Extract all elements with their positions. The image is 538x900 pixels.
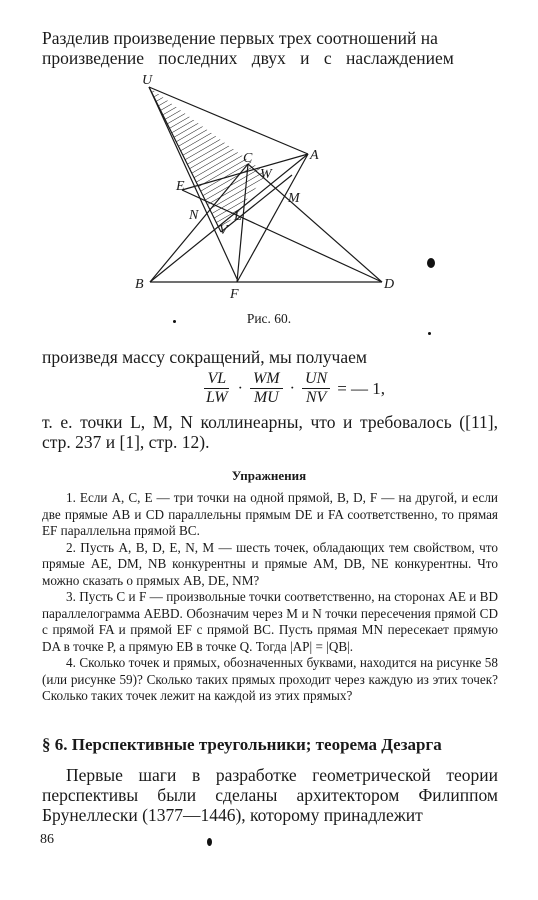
fraction-1-denominator: LW: [206, 389, 228, 406]
exercise-item: 3. Пусть C и F — произвольные точки соответственно, на сторонах AE и BD параллелограмма AEBD. Обозначим через M и N точки пересечения прямой CD с прямой FA и прямой EF с прямой BC. Пусть прямая MN пересекает прямую DA в точке P, а прямую EB в точке Q. Тогда |AP| = |QB|.: [42, 589, 498, 654]
label-F: F: [230, 287, 239, 302]
label-E: E: [176, 179, 185, 194]
print-speck: [207, 838, 212, 846]
intro-line-1: Разделив произведение первых трех соотношений на: [42, 28, 438, 48]
print-speck: [428, 332, 431, 335]
fraction-3-denominator: NV: [305, 389, 327, 406]
ratio-formula: [200, 370, 389, 407]
paragraph-after-figure: произведя массу сокращений, мы получаем: [42, 347, 367, 367]
formula-rhs: = — 1,: [337, 378, 386, 398]
label-B: B: [135, 277, 144, 292]
intro-line-2: произведение последних двух и с наслаждением: [42, 48, 454, 68]
exercises-list: [42, 490, 498, 705]
fraction-2-numerator: WM: [250, 370, 283, 389]
intro-paragraph: [42, 28, 498, 68]
figure-60-diagram: [120, 70, 420, 310]
print-speck: [427, 258, 435, 268]
label-A: A: [310, 148, 319, 163]
exercises-heading: Упражнения: [231, 468, 307, 483]
exercise-item: 1. Если A, C, E — три точки на одной прямой, B, D, F — на другой, и если две прямые AB и CD параллельны прямым DE и FA соответственно, то прямая EF параллельна прямой BC.: [42, 490, 498, 538]
fraction-1-numerator: VL: [204, 370, 229, 389]
label-C: C: [243, 151, 253, 166]
fraction-3: [302, 370, 330, 407]
fraction-2: [250, 370, 283, 407]
label-D: D: [384, 277, 395, 292]
section-title: § 6. Перспективные треугольники; теорема Дезарга: [42, 735, 442, 754]
figure-caption: Рис. 60.: [246, 311, 292, 326]
multiply-dot: ·: [289, 379, 295, 397]
section-paragraph: Первые шаги в разработке геометрической теории перспективы были сделаны архитектором Филиппом Брунеллески (1377—1446), которому принадлежит: [42, 765, 498, 825]
label-L: L: [234, 209, 242, 224]
multiply-dot: ·: [237, 379, 243, 397]
label-N: N: [189, 208, 199, 223]
label-V: V: [219, 223, 228, 238]
fraction-3-numerator: UN: [302, 370, 330, 389]
line-ED: [182, 190, 382, 282]
label-M: M: [288, 191, 300, 206]
exercise-item: 2. Пусть A, B, D, E, N, M — шесть точек, обладающих тем свойством, что прямые AE, DM, NB конкурентны и прямые AM, DB, NE конкурентны. Что можно сказать о прямых AB, DE, NM?: [42, 539, 498, 588]
fraction-1: [203, 370, 231, 407]
print-speck: [173, 320, 176, 323]
label-W: W: [260, 167, 272, 182]
label-U: U: [142, 73, 153, 88]
fraction-2-denominator: MU: [253, 389, 279, 406]
conclusion-paragraph: т. е. точки L, M, N коллинеарны, что и требовалось ([11], стр. 237 и [1], стр. 12).: [42, 412, 498, 452]
exercise-item: 4. Сколько точек и прямых, обозначенных буквами, находится на рисунке 58 (или рисунке 59)? Сколько таких прямых проходит через каждую из этих точек? Сколько таких точек лежит на каждой из этих прямых?: [42, 655, 498, 703]
page-number: 86: [40, 832, 54, 847]
